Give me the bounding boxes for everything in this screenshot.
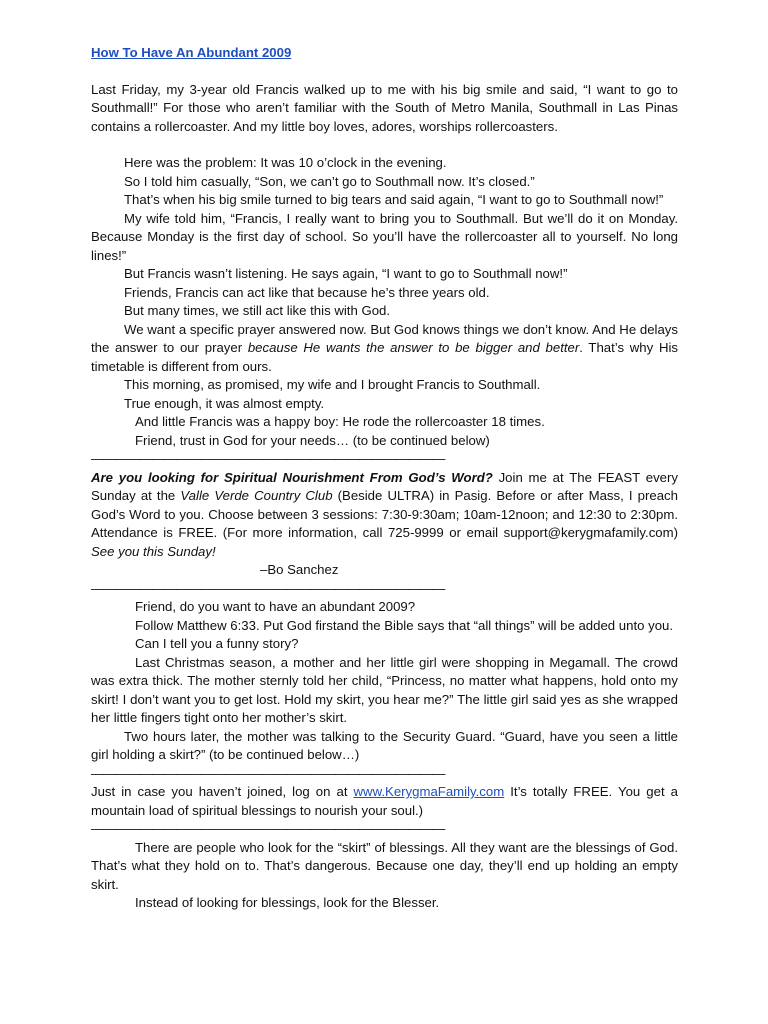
feast-paragraph [91,469,678,562]
intro-paragraph: Last Friday, my 3-year old Francis walked up to me with his big smile and said, “I want to go to Southmall!” For those who aren’t familiar with the South of Metro Manila, Southmall in Las Pinas contains a rollercoaster. And my little boy loves, adores, worships rollercoasters. [91,81,678,134]
story-line: Two hours later, the mother was talking to the Security Guard. “Guard, have you seen a little girl holding a skirt?” (to be continued below…) [91,728,678,762]
author-signature: –Bo Sanchez [260,562,339,577]
feast-venue: Valle Verde Country Club [180,488,333,503]
story-line: My wife told him, “Francis, I really want to bring you to Southmall. But we’ll do it on Monday. Because Monday is the first day of school. So you’ll have the rollercoaster all to yourself. No long lines!” [91,210,678,263]
story-line: That’s when his big smile turned to big tears and said again, “I want to go to Southmall now!” [124,192,664,207]
section-divider: ————————————————————————————— [91,821,445,836]
prayer-italic-text: because He wants the answer to be bigger and better [247,340,580,355]
join-text: Just in case you haven’t joined, log on at [91,784,354,799]
story-line: Last Christmas season, a mother and her little girl were shopping in Megamall. The crowd was extra thick. The mother sternly told her child, “Princess, no matter what happens, hold onto my skirt! I don’t want you to get lost. Hold my skirt, you hear me?” The little girl said yes as she wrapped her little fingers tight onto her mother’s skirt. [91,654,678,725]
feast-text-2: (Beside ULTRA) in Pasig. Before or after Mass, I preach God’s Word to you. Choose between 3 sessions: 7:30-9:30am; 10am-12noon; and 12:30 to 2:30pm. Attendance is FREE. (For more information, call 725-9999 or email support@kerygmafamily.com) [91,488,678,540]
story-line: Follow Matthew 6:33. Put God firstand the Bible says that “all things” will be added unto you. [135,617,674,633]
story-line: Can I tell you a funny story? [135,636,299,651]
kerygma-family-link[interactable]: www.KerygmaFamily.com [353,784,505,799]
section-divider: ————————————————————————————— [91,580,445,596]
story-line: This morning, as promised, my wife and I brought Francis to Southmall. [124,377,541,392]
document-title: How To Have An Abundant 2009 [91,45,292,60]
story-line: True enough, it was almost empty. [124,395,325,411]
prayer-paragraph [91,321,678,377]
story-line: So I told him casually, “Son, we can’t go to Southmall now. It’s closed.” [124,173,535,189]
feast-closing: See you this Sunday! [91,543,216,559]
story-line: Friend, do you want to have an abundant 2009? [135,599,416,614]
story-line: But Francis wasn’t listening. He says again, “I want to go to Southmall now!” [124,266,568,281]
prayer-text: We want a specific prayer answered now. But God knows things we don’t know. And He delays the answer to our prayer [91,321,678,355]
story-line: Friends, Francis can act like that because he’s three years old. [124,284,490,300]
paragraph-spacer [91,136,678,154]
document-page [91,44,678,913]
prayer-text-end: . That’s why His timetable is different from ours. [91,340,678,374]
join-paragraph [91,783,678,820]
feast-text: Join me at The FEAST every Sunday at the [91,469,678,503]
section-divider: ————————————————————————————— [91,451,445,466]
story-line: Here was the problem: It was 10 o’clock in the evening. [124,155,447,170]
story-line: There are people who look for the “skirt” of blessings. All they want are the blessings of God. That’s what they hold on to. That’s dangerous. Because one day, they’ll end up holding an empty skirt. [91,839,678,892]
section-divider: ————————————————————————————— [91,765,445,781]
feast-heading: Are you looking for Spiritual Nourishment From God’s Word? [91,469,493,485]
join-text-end: It’s totally FREE. You get a mountain load of spiritual blessings to nourish your soul.) [91,784,678,818]
story-line: Instead of looking for blessings, look for the Blesser. [135,895,440,910]
story-line: Friend, trust in God for your needs… (to be continued below) [135,432,490,448]
story-line: But many times, we still act like this with God. [124,303,391,318]
story-line: And little Francis was a happy boy: He rode the rollercoaster 18 times. [135,414,545,429]
